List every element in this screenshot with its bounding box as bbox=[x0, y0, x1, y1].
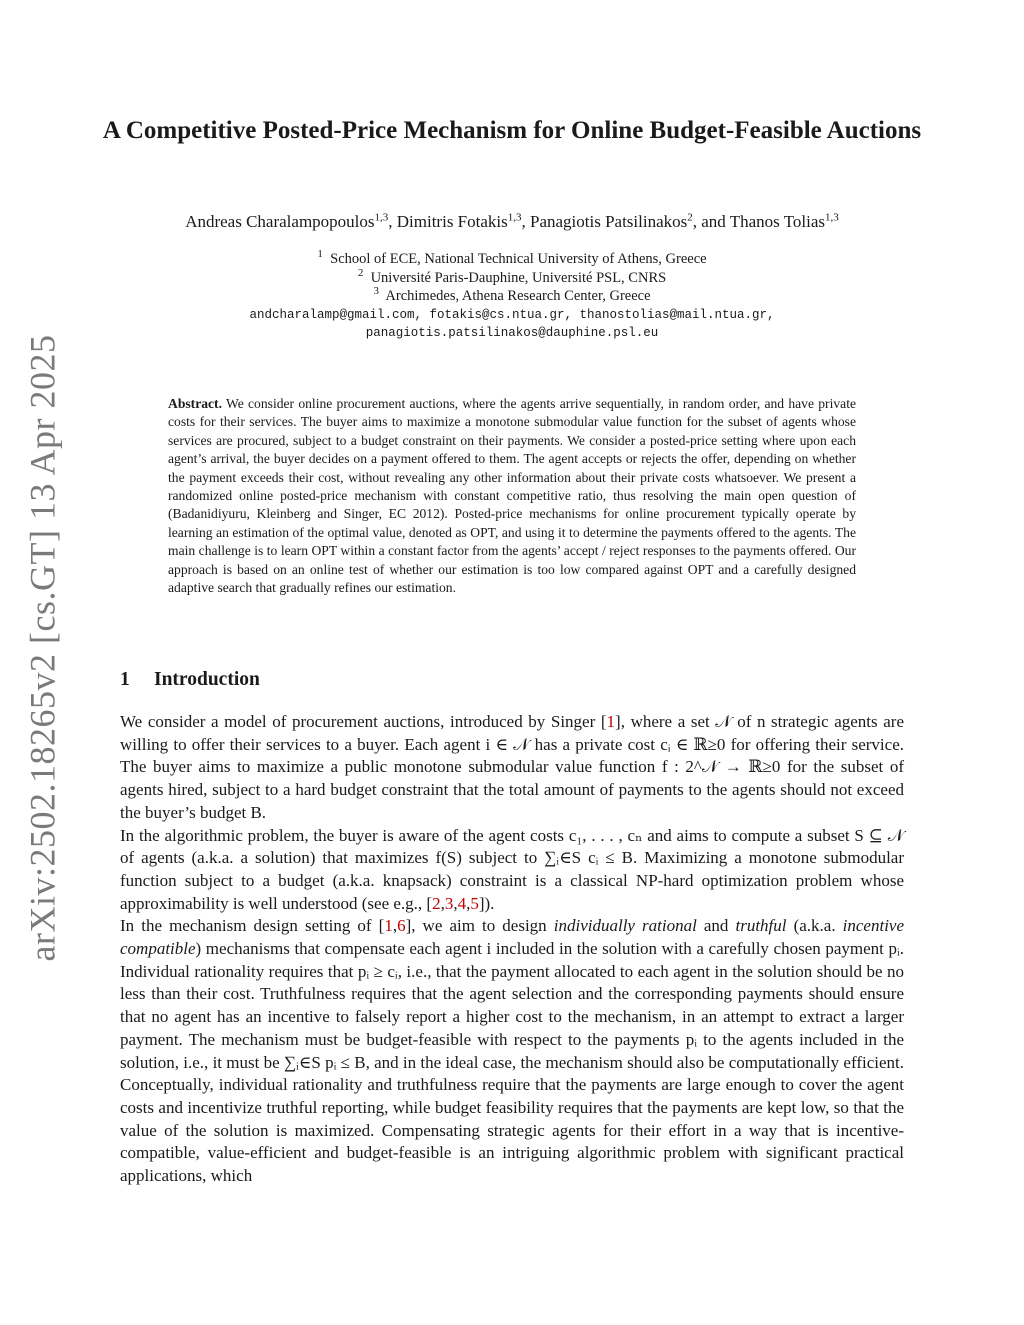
paragraph-text: (a.k.a. bbox=[786, 916, 843, 936]
section-title: Introduction bbox=[154, 669, 260, 690]
paragraph-text: , where a set 𝒩 of n strategic agents are willing to offer their services to a buyer. Each agent i ∈ 𝒩 has a private cost cᵢ ∈ ℝ≥0 for offering their service. The buyer aims to maximize a public monotone submodular value function f : 2^𝒩 → ℝ≥0 for the subset of agents hired, subject to a hard budget constraint that the total amount of payments to the agents should not exceed the buyer’s budget B. bbox=[120, 712, 904, 822]
affiliations-block bbox=[100, 250, 924, 343]
affiliation-number: 3 bbox=[373, 285, 379, 298]
author-name: Dimitris Fotakis bbox=[396, 212, 508, 231]
citation-link[interactable]: 5 bbox=[470, 893, 479, 913]
affiliation-text: Archimedes, Athena Research Center, Greece bbox=[385, 288, 651, 304]
author-name: Thanos Tolias bbox=[729, 212, 826, 231]
affiliation-line bbox=[100, 266, 924, 288]
citation-link[interactable]: 6 bbox=[397, 916, 406, 936]
introduction-body bbox=[120, 711, 904, 1188]
paragraph-text: , we aim to design bbox=[411, 916, 554, 936]
paragraph-text: We consider a model of procurement auctions, introduced by Singer bbox=[120, 712, 601, 731]
affiliation-text: Université Paris-Dauphine, Université PSL, CNRS bbox=[370, 269, 667, 286]
email-line: andcharalamp@gmail.com, fotakis@cs.ntua.gr, thanostolias@mail.ntua.gr, bbox=[249, 307, 775, 322]
emphasis-text: truthful bbox=[735, 916, 787, 936]
citation-link[interactable]: 1 bbox=[606, 712, 616, 731]
paragraph-text: In the algorithmic problem, the buyer is aware of the agent costs c₁, . . . , cₙ and aims to compute a subset S ⊆ 𝒩 of agents (a.k.a. a solution) that maximizes f(S) subject to ∑ᵢ∈S cᵢ ≤ B. Maximizing a monotone submodular function subject to a budget (a.k.a. knapsack) constraint is a classical NP-hard optimization problem whose approximability is well understood (see e.g., bbox=[120, 825, 904, 913]
abstract-block bbox=[168, 395, 856, 597]
author-name: Andreas Charalampopoulos bbox=[185, 212, 375, 231]
author-affiliation-mark: 1,3 bbox=[374, 211, 389, 224]
paragraph: In the mechanism design setting of [1,6], we aim to design individually rational and truthful (a.k.a. incentive compatible) mechanisms that compensate each agent i included in the solution with a carefully chosen payment pᵢ. Individual rationality requires that pᵢ ≥ cᵢ, i.e., that the payment allocated to each agent in the solution should be no less than their cost. Truthfulness requires that the agent selection and the corresponding payments should ensure that no agent has an incentive to falsely report a higher cost to the mechanism, in an attempt to extract a larger payment. The mechanism must be budget-feasible with respect to the payments pᵢ to the agents included in the solution, i.e., it must be ∑ᵢ∈S pᵢ ≤ B, and in the ideal case, the mechanism should also be computationally efficient. Conceptually, individual rationality and truthfulness require that the payments are large enough to cover the agent costs and incentivize truthful reporting, while budget feasibility requires that the payments are kept low, so that the value of the solution is maximized. Compensating strategic agents for their effort in a way that is incentive-compatible, value-efficient and budget-feasible is an intriguing algorithmic problem with significant practical applications, which bbox=[120, 916, 905, 1186]
author-list: Andreas Charalampopoulos$^{1,3}$, Dimitris Fotakis$^{1,3}$, Panagiotis Patsilinakos$^2$, and Thanos Tolias$^{1,3}$ bbox=[185, 211, 839, 231]
abstract-label: Abstract. bbox=[168, 396, 222, 411]
arxiv-identifier-text: arXiv:2502.18265v2 [cs.GT] 13 Apr 2025 bbox=[22, 334, 63, 961]
author-affiliation-mark: 2 bbox=[687, 211, 693, 224]
email-line: panagiotis.patsilinakos@dauphine.psl.eu bbox=[365, 326, 659, 340]
citation-link[interactable]: 3 bbox=[444, 893, 454, 913]
author-conjunction: and bbox=[701, 212, 726, 231]
paragraph-text: and bbox=[696, 916, 736, 936]
paragraph-text: ). bbox=[484, 893, 495, 913]
arxiv-identifier-stamp bbox=[20, 334, 64, 961]
emphasis-text: individually rational bbox=[553, 916, 697, 936]
paper-title: A Competitive Posted-Price Mechanism for Online Budget-Feasible Auctions bbox=[102, 117, 922, 144]
emphasis-text: incentive compatible bbox=[120, 916, 905, 959]
paragraph: We consider a model of procurement auctions, introduced by Singer [1], where a set 𝒩 of n strategic agents are willing to offer their services to a buyer. Each agent i ∈ 𝒩 has a private cost cᵢ ∈ ℝ≥0 for offering their service. The buyer aims to maximize a public monotone submodular value function f : 2^𝒩 → ℝ≥0 for the subset of agents hired, subject to a hard budget constraint that the total amount of payments to the agents should not exceed the buyer’s budget B. bbox=[120, 712, 904, 822]
affiliation-line bbox=[100, 250, 924, 269]
affiliation-number: 1 bbox=[317, 248, 323, 261]
paragraph-text: ) mechanisms that compensate each agent i included in the solution with a carefully chosen payment pᵢ. Individual rationality requires that pᵢ ≥ cᵢ, i.e., that the payment allocated to each agent in the solution should be no less than their cost. Truthfulness requires that the agent selection and the corresponding payments should ensure that no agent has an incentive to falsely report a higher cost to the mechanism, in an attempt to extract a larger payment. The mechanism must be budget-feasible with respect to the payments pᵢ to the agents included in the solution, i.e., it must be ∑ᵢ∈S pᵢ ≤ B, and in the ideal case, the mechanism should also be computationally efficient. Conceptually, individual rationality and truthfulness require that the payments are large enough to cover the agent costs and incentivize truthful reporting, while budget feasibility requires that the payments are kept low, so that the value of the solution is maximized. Compensating strategic agents for their effort in a way that is incentive-compatible, value-efficient and budget-feasible is an intriguing algorithmic problem with significant practical applications, which bbox=[120, 939, 904, 1186]
affiliation-text: School of ECE, National Technical University of Athens, Greece bbox=[330, 251, 707, 267]
paragraph-text: In the mechanism design setting of bbox=[120, 916, 379, 936]
affiliation-number: 2 bbox=[357, 266, 364, 279]
affiliation-line bbox=[100, 287, 924, 306]
citation-link[interactable]: 2 bbox=[432, 893, 441, 913]
citation-link[interactable]: 1 bbox=[384, 916, 393, 936]
citation-link[interactable]: 4 bbox=[457, 893, 467, 913]
author-name: Panagiotis Patsilinakos bbox=[530, 212, 688, 231]
abstract-text: We consider online procurement auctions, where the agents arrive sequentially, in random order, and have private costs for their services. The buyer aims to maximize a monotone submodular value function for the subset of agents whose services are procured, subject to a budget constraint on their payments. We consider a posted-price setting where upon each agent’s arrival, the buyer decides on a payment offered to them. The agent accepts or rejects the offer, depending on whether the payment exceeds their cost, without revealing any other information about their private costs whatsoever. We present a randomized online posted-price mechanism with constant competitive ratio, thus resolving the main open question of (Badanidiyuru, Kleinberg and Singer, EC 2012). Posted-price mechanisms for online procurement typically operate by learning an estimation of the optimal value, denoted as OPT, and using it to determine the payments offered to the agents. The main challenge is to learn OPT within a constant factor from the agents’ accept / reject responses to the payments offered. Our approach is based on an online test of whether our estimation is too low compared against OPT and a carefully designed adaptive search that gradually refines our estimation. bbox=[168, 396, 857, 596]
section-heading bbox=[120, 667, 904, 693]
author-affiliation-mark: 1,3 bbox=[507, 211, 522, 224]
paragraph: In the algorithmic problem, the buyer is aware of the agent costs c₁, . . . , cₙ and aims to compute a subset S ⊆ 𝒩 of agents (a.k.a. a solution) that maximizes f(S) subject to ∑ᵢ∈S cᵢ ≤ B. Maximizing a monotone submodular function subject to a budget (a.k.a. knapsack) constraint is a classical NP-hard optimization problem whose approximability is well understood (see e.g., [2,3,4,5]). bbox=[120, 825, 904, 913]
section-number: 1 bbox=[120, 669, 130, 690]
author-affiliation-mark: 1,3 bbox=[825, 211, 839, 224]
